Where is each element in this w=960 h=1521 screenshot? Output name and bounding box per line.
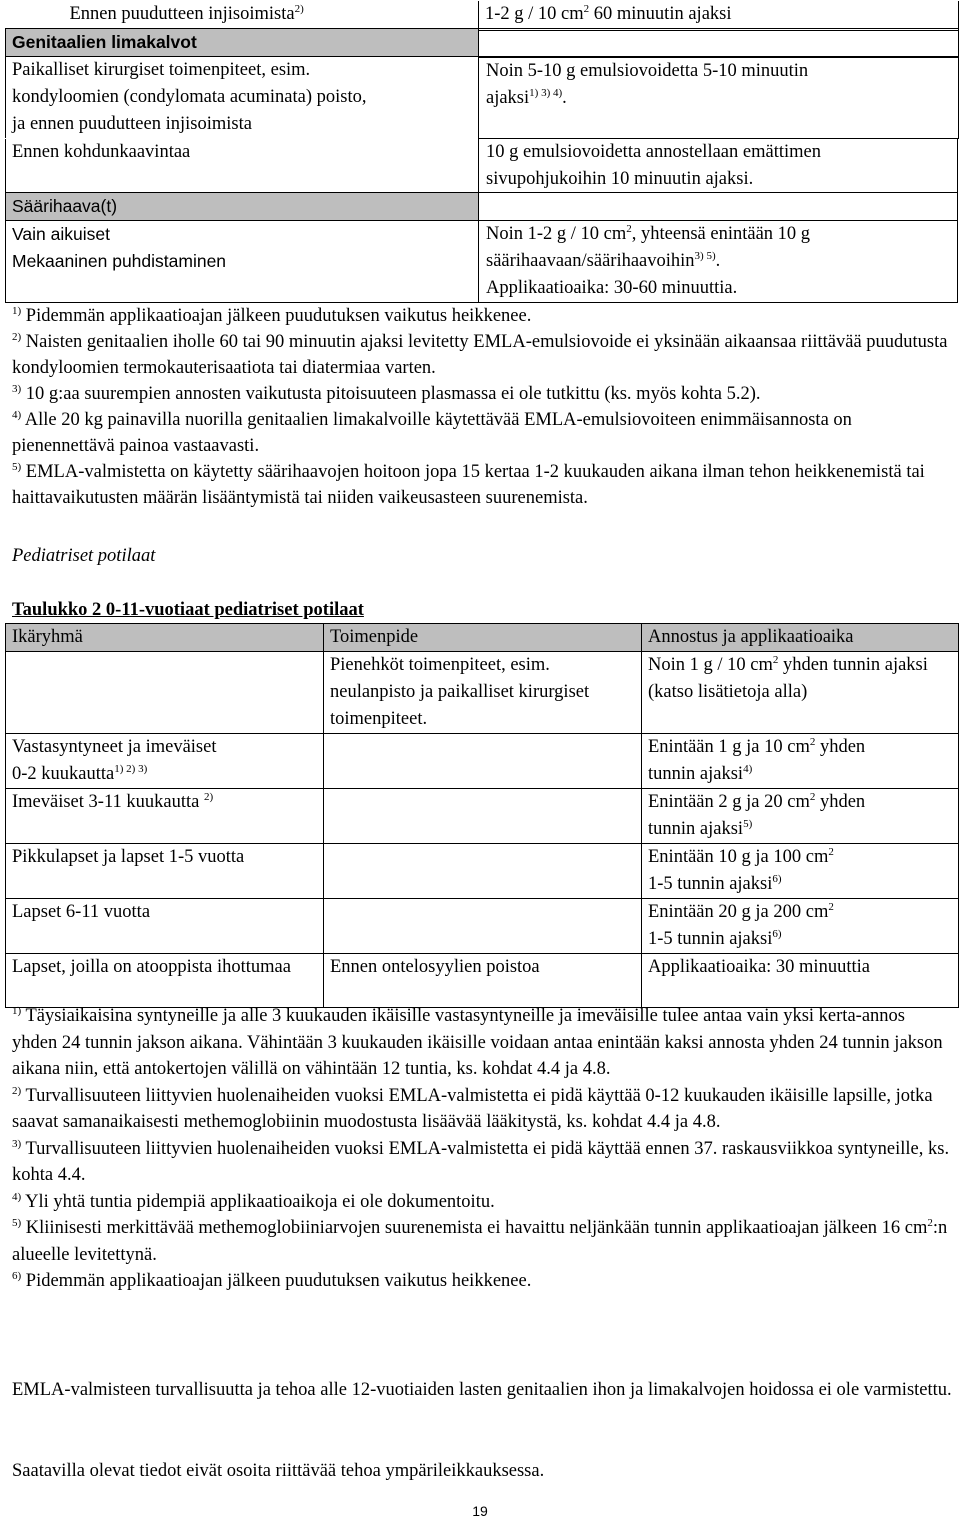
cell-text: 0-2 kuukautta <box>12 764 115 784</box>
table-row <box>6 844 959 899</box>
footnote <box>12 329 952 381</box>
footnote-ref: 2) <box>294 3 304 15</box>
cell-text: ja ennen puudutteen injisoimista <box>12 114 252 134</box>
cell-text <box>648 789 952 816</box>
column-divider <box>478 30 479 303</box>
footnote <box>12 1215 952 1268</box>
footnote-mark: 4) <box>12 1190 22 1203</box>
cell-text: Imeväiset 3-11 kuukautta <box>12 792 204 812</box>
superscript: 2 <box>927 1217 933 1229</box>
footnote-text: Kliinisesti merkittävää methemoglobiiniarvojen suurenemista ei havaittu neljänkään tunnin applikaatioajan jälkeen 16 cm <box>25 1218 928 1238</box>
superscript: 2 <box>828 901 834 913</box>
superscript: 2 <box>828 846 834 858</box>
footnote-ref: 6) <box>772 928 782 940</box>
cell-text: Pienehköt toimenpiteet, esim. neulanpisto ja paikalliset kirurgiset toimenpiteet. <box>324 652 642 734</box>
footnote-ref: 6) <box>772 873 782 885</box>
footnote-text: EMLA-valmistetta on käytetty säärihaavojen hoitoon jopa 15 kertaa 1-2 kuukauden aikana ilman tehon heikkenemistä tai haittavaikutusten määrän lisääntymistä tai niiden vaikeusasteen suurenemista. <box>12 462 925 508</box>
footnote-ref: 1) 3) 4) <box>529 87 563 99</box>
footnote-ref: 5) <box>743 818 753 830</box>
cell-text: yhden tunnin ajaksi (katso lisätietoja alla) <box>648 655 928 702</box>
cell-text <box>642 652 959 734</box>
cell-text: Enintään 20 g ja 200 cm <box>648 902 829 922</box>
cell-text <box>12 761 317 788</box>
footnote <box>12 1189 952 1216</box>
footnote-mark: 2) <box>12 1084 22 1097</box>
cell-text <box>486 248 956 275</box>
footnote-ref: 3) 5) <box>694 250 716 262</box>
cell-text: 1-5 tunnin ajaksi <box>648 874 773 894</box>
cell-text: kondyloomien (condylomata acuminata) poisto, <box>12 87 367 107</box>
cell-text: 1-2 g / 10 cm <box>485 4 584 24</box>
cell-text: Vastasyntyneet ja imeväiset <box>12 737 217 757</box>
cell-text: Enintään 10 g ja 100 cm <box>648 847 829 867</box>
footnote <box>12 459 952 511</box>
footnote-text: Yli yhtä tuntia pidempiä applikaatioaikoja ei ole dokumentoitu. <box>25 1191 495 1212</box>
cell-text: Applikaatioaika: 30-60 minuuttia. <box>486 278 738 298</box>
footnote-text: Turvallisuuteen liittyvien huolenaiheiden vuoksi EMLA-valmistetta ei pidä käyttää 0-12 kuukauden ikäisille lapsille, jotka saavat samanaikaisesti methemoglobiinin muodostusta lisäävää lääkitystä, ks. kohdat 4.4 ja 4.8. <box>12 1085 933 1132</box>
cell-text: Mekaaninen puhdistaminen <box>12 251 227 271</box>
cell-text: 1-5 tunnin ajaksi <box>648 929 773 949</box>
cell-text: Vain aikuiset <box>12 224 110 244</box>
cell-text: säärihaavaan/säärihaavoihin <box>486 251 695 271</box>
footnote-mark: 5) <box>12 1217 22 1229</box>
cell-text: Ennen kohdunkaavintaa <box>12 142 191 162</box>
cell-text: Pikkulapset ja lapset 1-5 vuotta <box>6 844 324 899</box>
footnote-text: Täysiaikaisina syntyneille ja alle 3 kuukauden ikäisille vastasyntyneille ja imeväisille tulee antaa vain yksi kerta-annos yhden 24 tunnin jakson aikana. Vähintään 3 kuukauden ikäisille voidaan antaa enintään kaksi annosta yhden 24 tunnin jakson aikana niin, että antokertojen välillä on vähintään 12 tuntia, ks. kohdat 4.4 ja 4.8. <box>12 1006 943 1079</box>
footnote-mark: 6) <box>12 1270 22 1282</box>
cell-text <box>648 871 952 898</box>
row-divider <box>479 57 958 58</box>
table-row <box>6 1 959 29</box>
column-header: Ikäryhmä <box>6 624 324 652</box>
cell-text <box>648 816 952 843</box>
page-number: 19 <box>472 1503 488 1519</box>
cell-text: Noin 5-10 g emulsiovoidetta 5-10 minuutin <box>486 61 809 81</box>
cell-text: Paikalliset kirurgiset toimenpiteet, esim. <box>12 60 311 80</box>
section-header-genital: Genitaalien limakalvot <box>6 29 479 57</box>
cell-text: . <box>715 251 721 271</box>
cell-text: 10 g emulsiovoidetta annostellaan emättimen <box>486 142 821 162</box>
section-header-row <box>6 29 959 57</box>
cell-text: 60 minuutin ajaksi <box>589 4 732 24</box>
footnote-ref: 4) <box>743 763 753 775</box>
cell-text: Lapset, joilla on atooppista ihottumaa <box>6 954 324 1008</box>
column-header: Toimenpide <box>324 624 642 652</box>
table2-title: Taulukko 2 0-11-vuotiaat pediatriset potilaat <box>12 600 364 620</box>
footnote <box>12 1136 952 1189</box>
footnote-ref: 1) 2) 3) <box>114 763 148 775</box>
cell-text <box>648 844 952 871</box>
paragraph-safety: EMLA-valmisteen turvallisuutta ja tehoa alle 12-vuotiaiden lasten genitaalien ihon ja limakalvojen hoidossa ei ole varmistettu. <box>12 1380 952 1400</box>
footnote-mark: 1) <box>12 305 22 317</box>
ulcer-population <box>12 221 226 275</box>
ulcer-dose <box>486 221 956 302</box>
footnote-text: Turvallisuuteen liittyvien huolenaiheiden vuoksi EMLA-valmistetta ei pidä käyttää ennen 37. raskausviikkoa syntyneille, ks. kohta 4.4. <box>12 1138 950 1185</box>
cell-text <box>648 761 952 788</box>
footnote <box>12 381 952 407</box>
footnote <box>12 303 952 329</box>
cell-text: Noin 1-2 g / 10 cm <box>486 224 627 244</box>
cell-text: Noin 1 g / 10 cm <box>648 655 773 675</box>
footnotes-table2 <box>12 1003 952 1295</box>
cell-text: Lapset 6-11 vuotta <box>6 899 324 954</box>
table-row <box>6 734 959 789</box>
section-header-ulcer: Säärihaava(t) <box>6 193 478 220</box>
table-row <box>6 652 959 734</box>
footnote-text: Pidemmän applikaatioajan jälkeen puudutuksen vaikutus heikkenee. <box>25 306 532 326</box>
footnote-text: :n alueelle levitettynä. <box>12 1218 948 1265</box>
cell-text: . <box>562 88 567 108</box>
cell-text: ajaksi <box>486 88 530 108</box>
table-row <box>6 789 959 844</box>
footnote <box>12 1083 952 1136</box>
cell-text: Ennen puudutteen injisoimista <box>69 4 295 24</box>
cell-text <box>486 221 956 248</box>
curettage-dose <box>486 139 956 193</box>
footnote <box>12 1003 952 1083</box>
cell-text: yhden <box>815 792 866 812</box>
cell-text: tunnin ajaksi <box>648 764 744 784</box>
cell-text: Applikaatioaika: 30 minuuttia <box>642 954 959 1008</box>
cell-text: yhden <box>815 737 866 757</box>
cell-text <box>648 926 952 953</box>
cell-text: , yhteensä enintään 10 g <box>631 224 811 244</box>
paragraph-circumcision: Saatavilla olevat tiedot eivät osoita riittävää tehoa ympärileikkauksessa. <box>12 1461 545 1481</box>
cell-text: Enintään 1 g ja 10 cm <box>648 737 810 757</box>
footnote <box>12 1268 952 1295</box>
footnote-mark: 3) <box>12 383 22 395</box>
cell-text: Enintään 2 g ja 20 cm <box>648 792 810 812</box>
superscript: 2 <box>626 223 632 235</box>
footnote-mark: 3) <box>12 1137 22 1150</box>
cell-text <box>486 85 956 112</box>
cell-text: tunnin ajaksi <box>648 819 744 839</box>
footnote-text: Pidemmän applikaatioajan jälkeen puudutuksen vaikutus heikkenee. <box>25 1271 532 1291</box>
superscript: 2 <box>809 791 816 803</box>
cell-text <box>648 899 952 926</box>
footnote <box>12 407 952 459</box>
dosage-table-pediatric <box>5 623 959 1008</box>
footnote-text: Naisten genitaalien iholle 60 tai 90 minuutin ajaksi levitetty EMLA-emulsiovoide ei yksinään aikaansaa riittävää puudutusta kondyloomien termokauterisaatiota tai diatermiaa varten. <box>12 332 948 378</box>
row-divider <box>479 30 958 31</box>
footnote-text: 10 g:aa suurempien annosten vaikutusta pitoisuuteen plasmassa ei ole tutkittu (ks. myös kohta 5.2). <box>25 384 761 404</box>
superscript: 2 <box>809 736 816 748</box>
cell-text: sivupohjukoihin 10 minuutin ajaksi. <box>486 169 754 189</box>
footnote-mark: 4) <box>12 409 22 421</box>
section-heading-pediatric: Pediatriset potilaat <box>12 546 156 566</box>
footnote-ref: 2) <box>203 791 214 803</box>
cell-text: Ennen ontelosyylien poistoa <box>324 954 642 1008</box>
table-header-row <box>6 624 959 652</box>
superscript: 2 <box>583 3 590 15</box>
surgical-dose <box>486 58 956 112</box>
footnote-text: Alle 20 kg painavilla nuorilla genitaalien limakalvoille käytettävää EMLA-emulsiovoiteen enimmäisannosta on pienennettävä painoa vastaavasti. <box>12 410 852 456</box>
table-row <box>6 954 959 1008</box>
cell-text <box>648 734 952 761</box>
table-row <box>6 899 959 954</box>
footnote-mark: 1) <box>12 1005 22 1017</box>
superscript: 2 <box>772 654 779 666</box>
column-header: Annostus ja applikaatioaika <box>642 624 959 652</box>
footnotes-table1 <box>12 303 952 511</box>
footnote-mark: 5) <box>12 461 22 473</box>
footnote-mark: 2) <box>12 331 22 343</box>
